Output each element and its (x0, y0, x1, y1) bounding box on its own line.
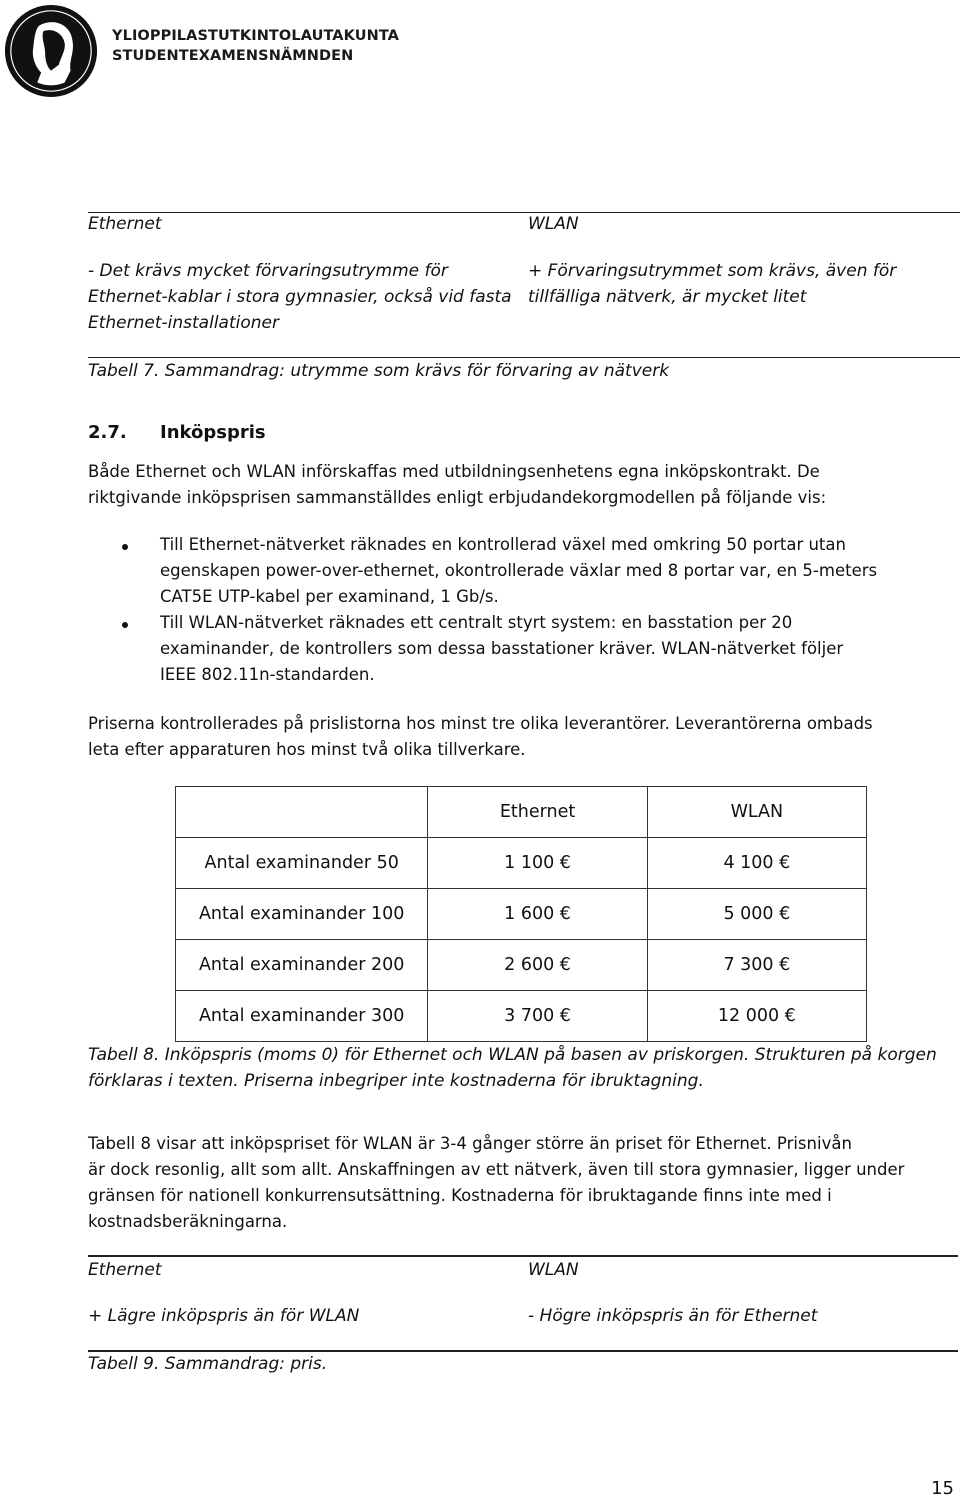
table-header-cell (176, 787, 428, 838)
list-item (118, 532, 948, 610)
table-cell: Antal examinander 50 (176, 838, 428, 889)
table-cell: 1 600 € (428, 889, 647, 940)
intro-line: riktgivande inköpsprisen sammanställdes enligt erbjudandekorgmodellen på följande vis: (88, 488, 827, 507)
emblem-logo (2, 2, 100, 100)
table-cell: 12 000 € (647, 991, 866, 1042)
intro-line: Både Ethernet och WLAN införskaffas med utbildningsenhetens egna inköpskontrakt. De (88, 462, 820, 481)
table7-top-rule (88, 212, 960, 213)
table-cell: Antal examinander 300 (176, 991, 428, 1042)
paragraph-line: leta efter apparaturen hos minst två olika tillverkare. (88, 740, 526, 759)
table-cell: 4 100 € (647, 838, 866, 889)
table9-header-ethernet: Ethernet (88, 1260, 162, 1280)
section-intro (88, 459, 958, 511)
table-header-row (176, 787, 867, 838)
caption-line: förklaras i texten. Priserna inbegriper inte kostnaderna för ibruktagning. (88, 1071, 704, 1091)
table7-ethernet-line: - Det krävs mycket förvaringsutrymme för (88, 261, 448, 281)
table9-header-wlan: WLAN (528, 1260, 579, 1280)
paragraph-line: kostnadsberäkningarna. (88, 1212, 288, 1231)
table-cell: 5 000 € (647, 889, 866, 940)
list-item-line: Till WLAN-nätverket räknades ett centralt styrt system: en basstation per 20 (160, 613, 793, 632)
list-item (118, 610, 948, 688)
table7-cell-wlan (528, 258, 948, 310)
org-name-finnish: YLIOPPILASTUTKINTOLAUTAKUNTA (112, 28, 400, 44)
paragraph-line: gränsen för nationell konkurrensutsättning. Kostnaderna för ibruktagande finns inte med i (88, 1186, 832, 1205)
table-header-cell: WLAN (647, 787, 866, 838)
bullet-icon (122, 622, 128, 628)
table7-header-wlan: WLAN (528, 214, 579, 234)
table7-wlan-line: tillfälliga nätverk, är mycket litet (528, 287, 807, 307)
paragraph-line: Priserna kontrollerades på prislistorna hos minst tre olika leverantörer. Leverantörerna ombads (88, 714, 873, 733)
table8-caption (88, 1042, 958, 1094)
table9-caption: Tabell 9. Sammandrag: pris. (88, 1354, 328, 1374)
table7-wlan-line: + Förvaringsutrymmet som krävs, även för (528, 261, 897, 281)
section-number: 2.7. (88, 422, 127, 443)
paragraph-line: Tabell 8 visar att inköpspriset för WLAN är 3-4 gånger större än priset för Ethernet. Prisnivån (88, 1134, 852, 1153)
list-item-line: CAT5E UTP-kabel per examinand, 1 Gb/s. (160, 587, 499, 606)
list-item-line: IEEE 802.11n-standarden. (160, 665, 375, 684)
table9-top-rule (88, 1255, 958, 1257)
caption-line: Tabell 8. Inköpspris (moms 0) för Ethernet och WLAN på basen av priskorgen. Strukturen på korgen (88, 1045, 937, 1065)
table9-cell-ethernet: + Lägre inköpspris än för WLAN (88, 1306, 360, 1326)
table-row (176, 991, 867, 1042)
price-basis-list (118, 532, 948, 688)
table-cell: 1 100 € (428, 838, 647, 889)
table-cell: 7 300 € (647, 940, 866, 991)
table7-cell-ethernet (88, 258, 518, 336)
table7-header-ethernet: Ethernet (88, 214, 162, 234)
table7-caption: Tabell 7. Sammandrag: utrymme som krävs för förvaring av nätverk (88, 361, 670, 381)
list-item-line: egenskapen power-over-ethernet, okontrollerade växlar med 8 portar var, en 5-meters (160, 561, 878, 580)
table-row (176, 889, 867, 940)
table7-ethernet-line: Ethernet-installationer (88, 313, 279, 333)
page-number: 15 (931, 1478, 954, 1499)
table-cell: Antal examinander 100 (176, 889, 428, 940)
list-item-line: examinander, de kontrollers som dessa basstationer kräver. WLAN-nätverket följer (160, 639, 844, 658)
price-summary-paragraph (88, 1131, 958, 1235)
table-cell: 2 600 € (428, 940, 647, 991)
table-cell: 3 700 € (428, 991, 647, 1042)
table9-cell-wlan: - Högre inköpspris än för Ethernet (528, 1306, 818, 1326)
bullet-icon (122, 544, 128, 550)
table-header-cell: Ethernet (428, 787, 647, 838)
table-cell: Antal examinander 200 (176, 940, 428, 991)
list-item-line: Till Ethernet-nätverket räknades en kontrollerad växel med omkring 50 portar utan (160, 535, 846, 554)
table-row (176, 838, 867, 889)
paragraph-line: är dock resonlig, allt som allt. Anskaffningen av ett nätverk, även till stora gymnasier, ligger under (88, 1160, 905, 1179)
price-check-paragraph (88, 711, 958, 763)
table7-ethernet-line: Ethernet-kablar i stora gymnasier, också vid fasta (88, 287, 512, 307)
org-name-swedish: STUDENTEXAMENSNÄMNDEN (112, 48, 354, 64)
price-table (175, 786, 867, 1042)
table-row (176, 940, 867, 991)
section-title: Inköpspris (160, 422, 266, 443)
